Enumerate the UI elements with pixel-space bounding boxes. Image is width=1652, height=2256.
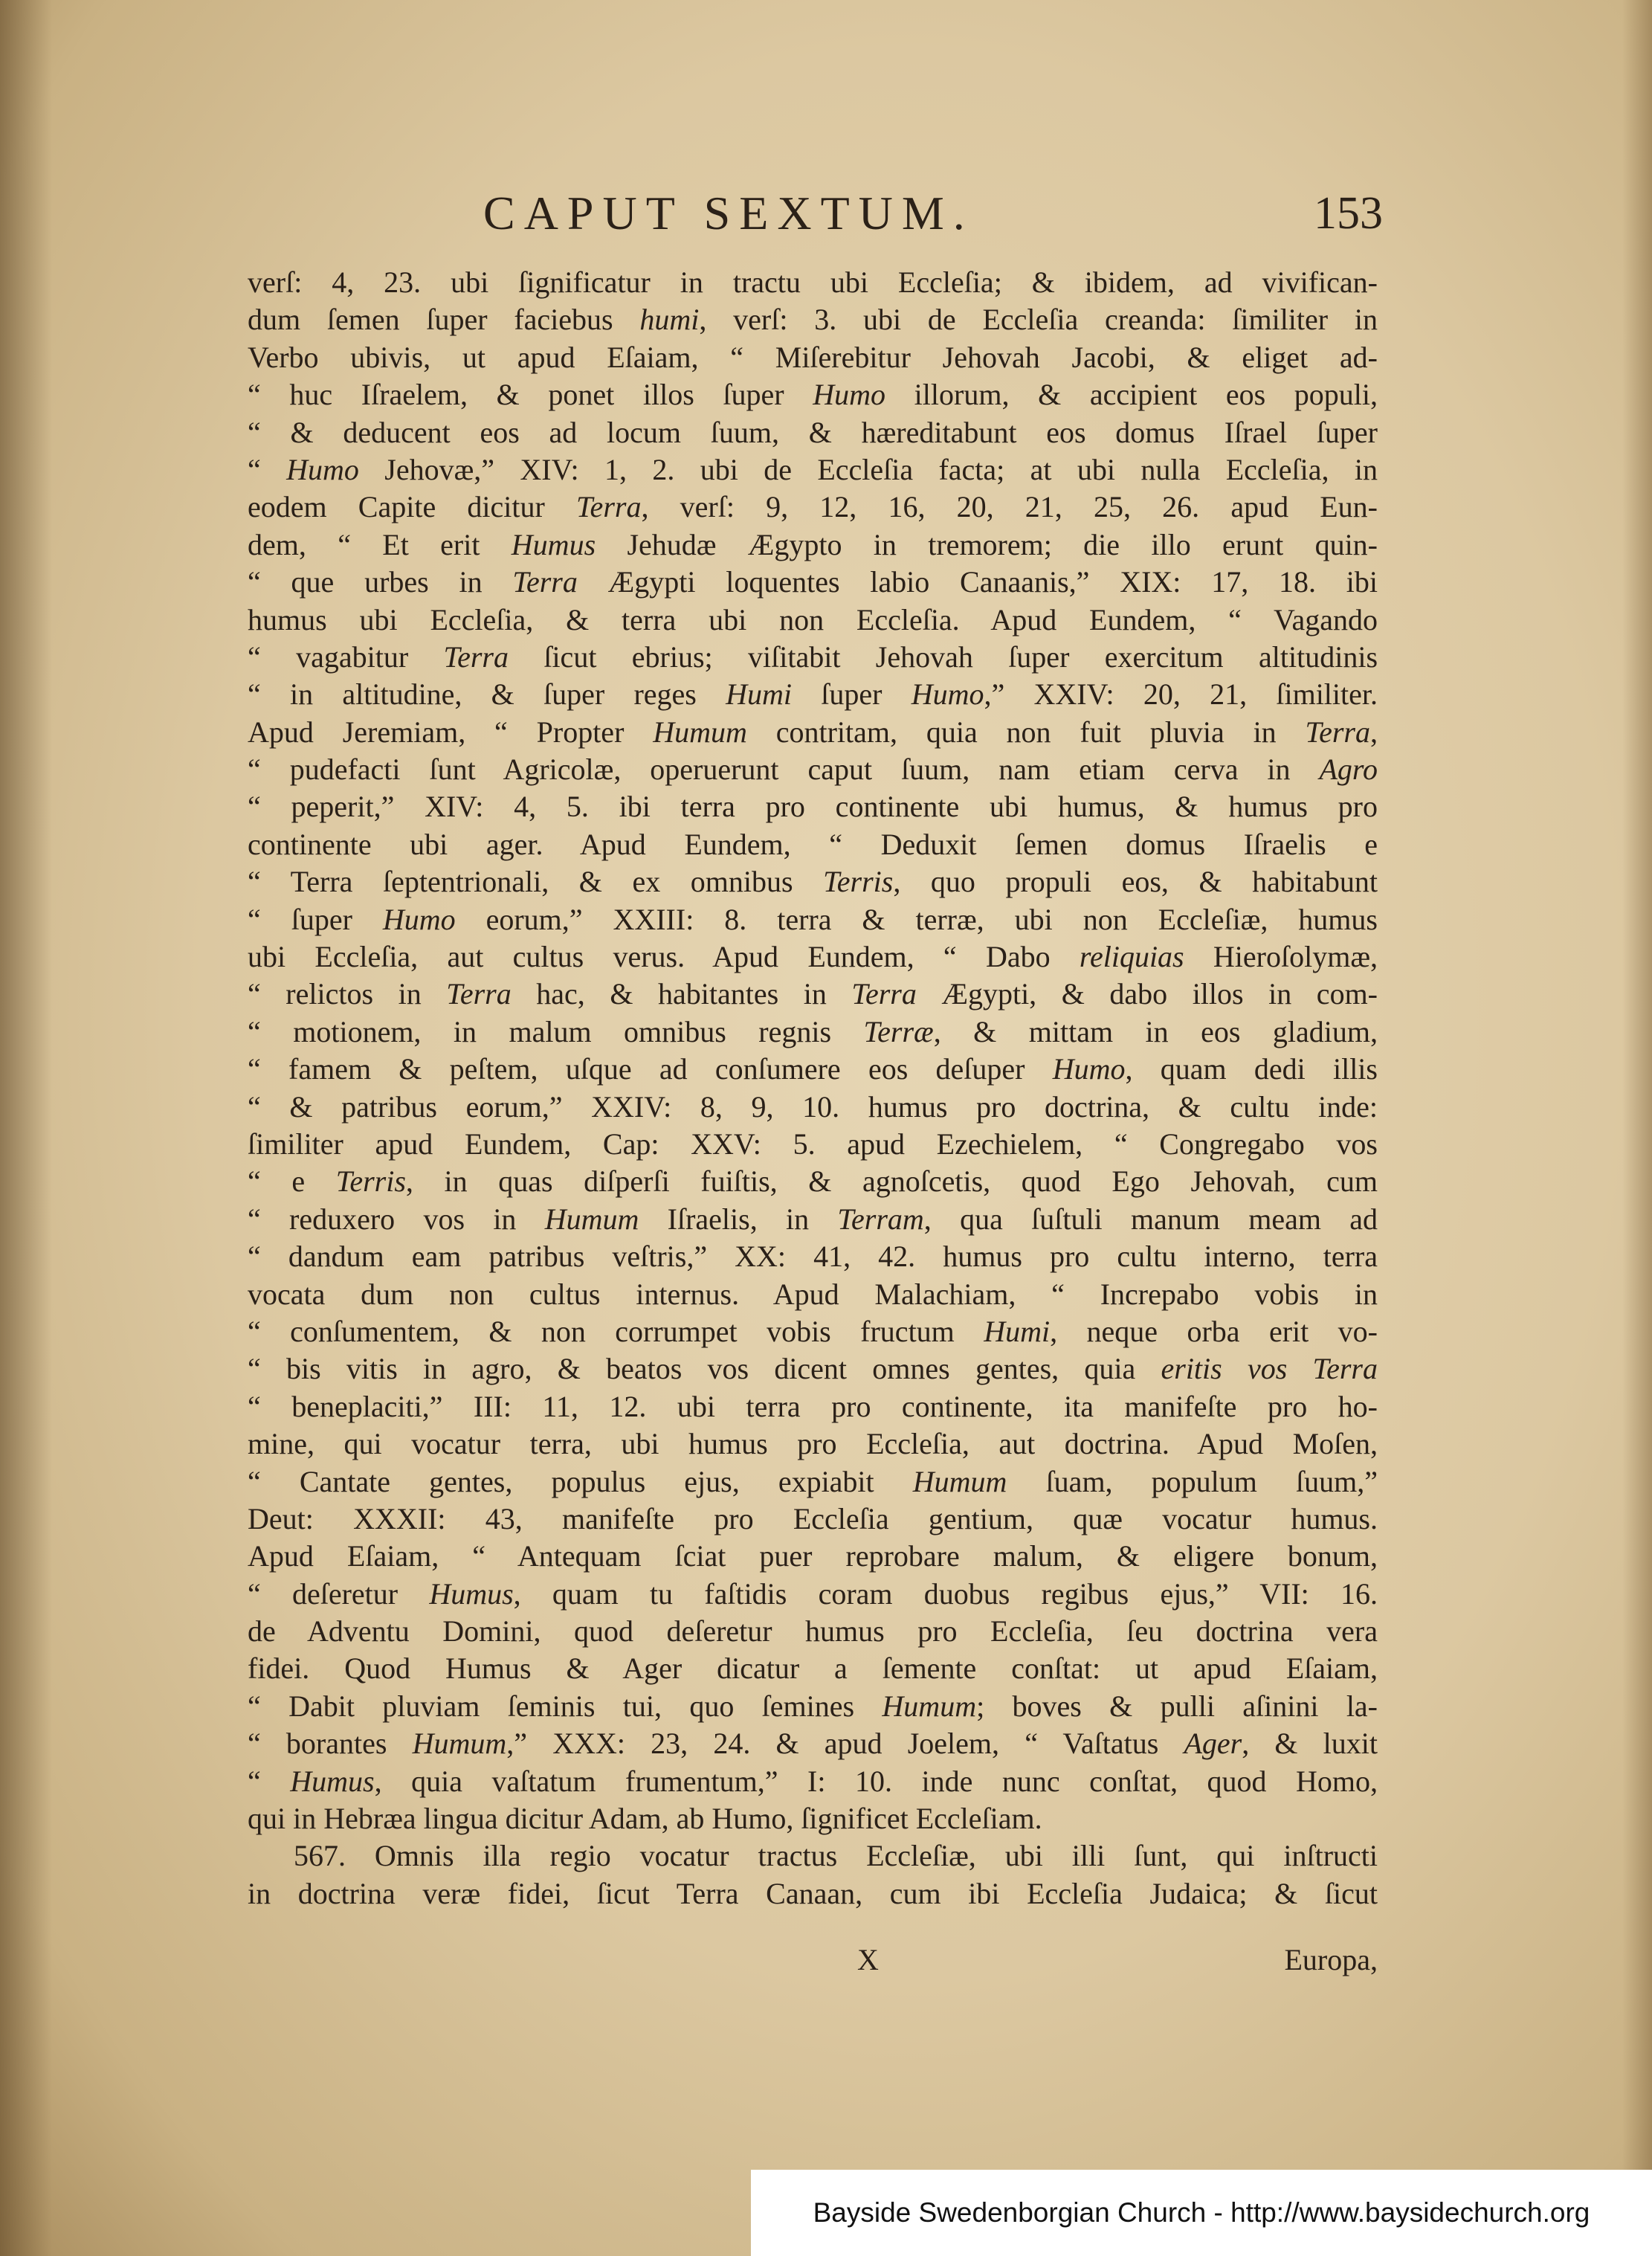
text-run: “ beneplaciti,” III: 11, 12. ubi terra pro continente, ita manifeſte pro ho- <box>248 1389 1378 1423</box>
text-run: illorum, & accipient eos populi, <box>885 378 1378 412</box>
text-run: “ reduxero vos in <box>248 1202 545 1236</box>
text-run: humus ubi Eccleſia, & terra ubi non Eccleſia. Apud Eundem, “ Vagando <box>248 602 1378 636</box>
page-number: 153 <box>1314 188 1383 239</box>
text-run: ſuper <box>792 677 911 712</box>
text-run: , quia vaſtatum frumentum,” I: 10. inde nunc conſtat, quod Homo, <box>374 1764 1378 1798</box>
text-run: Iſraelis, in <box>639 1202 838 1236</box>
italic-text: Humum <box>653 715 747 749</box>
text-run: “ bis vitis in agro, & beatos vos dicent omnes gentes, quia <box>248 1352 1161 1386</box>
text-run: , qua ſuſtuli manum meam ad <box>923 1202 1378 1236</box>
text-run: “ que urbes in <box>248 565 513 599</box>
text-line <box>248 788 1378 825</box>
text-run: hac, & habitantes in <box>511 977 852 1011</box>
text-run: “ peperit,” XIV: 4, 5. ibi terra pro continente ubi humus, & humus pro <box>248 790 1378 824</box>
text-run: mine, qui vocatur terra, ubi humus pro Eccleſia, aut doctrina. Apud Moſen, <box>248 1427 1378 1461</box>
text-run: , in quas diſperſi fuiſtis, & agnoſcetis, quod Ego Jehovah, cum <box>405 1164 1378 1199</box>
catchword: Europa, <box>1284 1943 1378 1976</box>
text-run: qui in Hebræa lingua dicitur Adam, ab Humo, ſignificet Eccleſiam. <box>248 1802 1042 1836</box>
text-line <box>248 1051 1378 1088</box>
text-run: “ vagabitur <box>248 639 444 674</box>
text-run: vocata dum non cultus internus. Apud Malachiam, “ Increpabo vobis in <box>248 1277 1378 1311</box>
text-run: “ & deducent eos ad locum ſuum, & hæreditabunt eos domus Iſrael ſuper <box>248 415 1378 449</box>
text-line <box>248 564 1378 601</box>
text-line <box>248 714 1378 751</box>
text-run: , & mittam in eos gladium, <box>933 1014 1378 1048</box>
text-run: , quo propuli eos, & habitabunt <box>893 865 1378 899</box>
text-line <box>248 1875 1378 1912</box>
italic-text: Terram <box>837 1202 924 1236</box>
text-line <box>248 1126 1378 1163</box>
italic-text: Humi <box>984 1314 1051 1348</box>
text-line <box>248 1201 1378 1238</box>
text-line <box>248 602 1378 639</box>
italic-text: Terræ <box>863 1014 934 1048</box>
text-run: ubi Eccleſia, aut cultus verus. Apud Eundem, “ Dabo <box>248 940 1080 974</box>
text-line <box>248 976 1378 1013</box>
text-line <box>248 1425 1378 1463</box>
text-line <box>248 1163 1378 1200</box>
italic-text: Humo <box>382 902 456 936</box>
text-run: “ ſuper <box>248 902 383 936</box>
text-line <box>248 1688 1378 1725</box>
text-run: Apud Jeremiam, “ Propter <box>248 715 654 749</box>
italic-text: Humo <box>286 452 359 486</box>
text-run: de Adventu Domini, quod deſeretur humus pro Eccleſia, ſeu doctrina vera <box>248 1614 1378 1649</box>
text-line <box>248 639 1378 676</box>
catchline <box>248 1942 1378 1981</box>
text-line <box>248 339 1378 376</box>
italic-text: Terra <box>512 565 578 599</box>
text-run: , quam dedi illis <box>1125 1052 1378 1086</box>
text-run: “ e <box>248 1164 336 1199</box>
text-run: ſuam, populum ſuum,” <box>1007 1464 1378 1498</box>
text-line <box>248 489 1378 526</box>
watermark-banner <box>751 2170 1652 2256</box>
text-line <box>248 901 1378 938</box>
text-run: , verſ: 9, 12, 16, 20, 21, 25, 26. apud Eun- <box>641 490 1378 524</box>
text-run: Deut: XXXII: 43, manifeſte pro Eccleſia gentium, quæ vocatur humus. <box>248 1501 1378 1535</box>
text-line <box>248 301 1378 338</box>
text-run: Verbo ubivis, ut apud Eſaiam, “ Miſerebitur Jehovah Jacobi, & eliget ad- <box>248 340 1378 374</box>
text-run: “ Dabit pluviam ſeminis tui, quo ſemines <box>248 1689 883 1723</box>
italic-text: eritis vos Terra <box>1161 1352 1378 1386</box>
text-line <box>248 1089 1378 1126</box>
text-run: eorum,” XXIII: 8. terra & terræ, ubi non Eccleſiæ, humus <box>455 902 1378 936</box>
italic-text: Terris <box>335 1164 406 1199</box>
italic-text: Humum <box>544 1202 639 1236</box>
text-run: “ borantes <box>248 1727 413 1761</box>
italic-text: Agro <box>1319 752 1378 787</box>
text-line <box>248 1238 1378 1275</box>
text-run: “ conſumentem, & non corrumpet vobis fructum <box>248 1314 984 1348</box>
text-line <box>248 1463 1378 1501</box>
text-run: Jehudæ Ægypto in tremorem; die illo erunt quin- <box>596 527 1378 561</box>
text-line <box>248 1576 1378 1613</box>
italic-text: Terra <box>1305 715 1370 749</box>
text-line <box>248 1613 1378 1650</box>
italic-text: Humo <box>1052 1052 1126 1086</box>
text-run: , verſ: 3. ubi de Eccleſia creanda: ſimiliter in <box>699 303 1378 337</box>
text-line <box>248 1650 1378 1687</box>
text-line <box>248 1763 1378 1800</box>
italic-text: reliquias <box>1079 940 1184 974</box>
italic-text: Humum <box>412 1727 507 1761</box>
italic-text: Terra <box>851 977 917 1011</box>
text-run: ,” XXIV: 20, 21, ſimiliter. <box>984 677 1378 712</box>
text-run: Ægypti, & dabo illos in com- <box>916 977 1378 1011</box>
text-run: dum ſemen ſuper faciebus <box>248 303 640 337</box>
text-run: Ægypti loquentes labio Canaanis,” XIX: 17, 18. ibi <box>577 565 1378 599</box>
text-line <box>248 938 1378 976</box>
text-line <box>248 1313 1378 1350</box>
text-run: Hieroſolymæ, <box>1184 940 1378 974</box>
text-run: “ relictos in <box>248 977 447 1011</box>
text-run: “ dandum eam patribus veſtris,” XX: 41, 42. humus pro cultu interno, terra <box>248 1240 1378 1274</box>
text-line <box>248 451 1378 489</box>
text-run: continente ubi ager. Apud Eundem, “ Deduxit ſemen domus Iſraelis e <box>248 827 1378 861</box>
text-line <box>248 1013 1378 1051</box>
italic-text: Terra <box>443 639 509 674</box>
italic-text: Humo <box>911 677 984 712</box>
text-run: , quam tu faſtidis coram duobus regibus ejus,” VII: 16. <box>513 1576 1378 1611</box>
text-run: ſicut ebrius; viſitabit Jehovah ſuper exercitum altitudinis <box>508 639 1378 674</box>
italic-text: Humum <box>882 1689 977 1723</box>
italic-text: Terra <box>575 490 642 524</box>
text-line <box>248 1725 1378 1762</box>
text-run: “ in altitudine, & ſuper reges <box>248 677 726 712</box>
italic-text: Humus <box>511 527 596 561</box>
text-line <box>248 264 1378 301</box>
text-run: “ deſeretur <box>248 1576 430 1611</box>
text-run: 567. Omnis illa regio vocatur tractus Eccleſiæ, ubi illi ſunt, qui inſtructi <box>294 1839 1378 1873</box>
text-line <box>248 1350 1378 1388</box>
text-run: “ & patribus eorum,” XXIV: 8, 9, 10. humus pro doctrina, & cultu inde: <box>248 1089 1378 1124</box>
text-run: “ motionem, in malum omnibus regnis <box>248 1014 864 1048</box>
italic-text: Humo <box>813 378 886 412</box>
text-run: ſimiliter apud Eundem, Cap: XXV: 5. apud Ezechielem, “ Congregabo vos <box>248 1127 1378 1161</box>
text-run: dem, “ Et erit <box>248 527 512 561</box>
italic-text: Ager <box>1184 1727 1242 1761</box>
text-run: contritam, quia non fuit pluvia in <box>746 715 1306 749</box>
text-line <box>248 1276 1378 1313</box>
italic-text: Terra <box>446 977 512 1011</box>
text-run: “ <box>248 1764 291 1798</box>
text-run: fidei. Quod Humus & Ager dicatur a ſemente conſtat: ut apud Eſaiam, <box>248 1651 1378 1686</box>
italic-text: Humus <box>290 1764 375 1798</box>
text-line <box>248 863 1378 900</box>
text-run: eodem Capite dicitur <box>248 490 576 524</box>
italic-text: Humus <box>429 1576 514 1611</box>
body-text <box>248 264 1378 1912</box>
running-title: CAPUT SEXTUM. <box>483 187 974 239</box>
text-run: Jehovæ,” XIV: 1, 2. ubi de Eccleſia facta; at ubi nulla Eccleſia, in <box>358 452 1378 486</box>
text-run: in doctrina veræ fidei, ſicut Terra Canaan, cum ibi Eccleſia Judaica; & ſicut <box>248 1876 1378 1910</box>
text-run: ,” XXX: 23, 24. & apud Joelem, “ Vaſtatus <box>506 1727 1184 1761</box>
text-run: “ famem & peſtem, uſque ad conſumere eos deſuper <box>248 1052 1053 1086</box>
signature-mark: X <box>857 1943 879 1976</box>
watermark-text: Bayside Swedenborgian Church - http://www.baysidechurch.org <box>813 2197 1590 2228</box>
text-line <box>248 1388 1378 1425</box>
text-line <box>248 1837 1378 1875</box>
text-line <box>248 376 1378 413</box>
italic-text: Humi <box>726 677 793 712</box>
italic-text: Humum <box>912 1464 1007 1498</box>
text-line <box>248 676 1378 713</box>
text-run: “ pudefacti ſunt Agricolæ, operuerunt caput ſuum, nam etiam cerva in <box>248 752 1320 787</box>
text-run: “ huc Iſraelem, & ponet illos ſuper <box>248 378 813 412</box>
running-head <box>245 186 1383 253</box>
text-line <box>248 1501 1378 1538</box>
text-run: “ Cantate gentes, populus ejus, expiabit <box>248 1464 913 1498</box>
text-run: “ <box>248 452 287 486</box>
italic-text: humi <box>639 303 700 337</box>
text-run: ; boves & pulli aſinini la- <box>976 1689 1378 1723</box>
text-run: , neque orba erit vo- <box>1050 1314 1378 1348</box>
italic-text: Terris <box>823 865 894 899</box>
text-line <box>248 826 1378 863</box>
text-line <box>248 1538 1378 1575</box>
text-run: , & luxit <box>1242 1727 1378 1761</box>
text-run: verſ: 4, 23. ubi ſignificatur in tractu ubi Eccleſia; & ibidem, ad vivifican- <box>248 265 1378 299</box>
text-line <box>248 1800 1378 1837</box>
text-line <box>248 526 1378 564</box>
text-run: “ Terra ſeptentrionali, & ex omnibus <box>248 865 824 899</box>
text-line <box>248 751 1378 788</box>
text-run: , <box>1370 715 1378 749</box>
text-run: Apud Eſaiam, “ Antequam ſciat puer reprobare malum, & eligere bonum, <box>248 1539 1378 1573</box>
text-line <box>248 414 1378 451</box>
